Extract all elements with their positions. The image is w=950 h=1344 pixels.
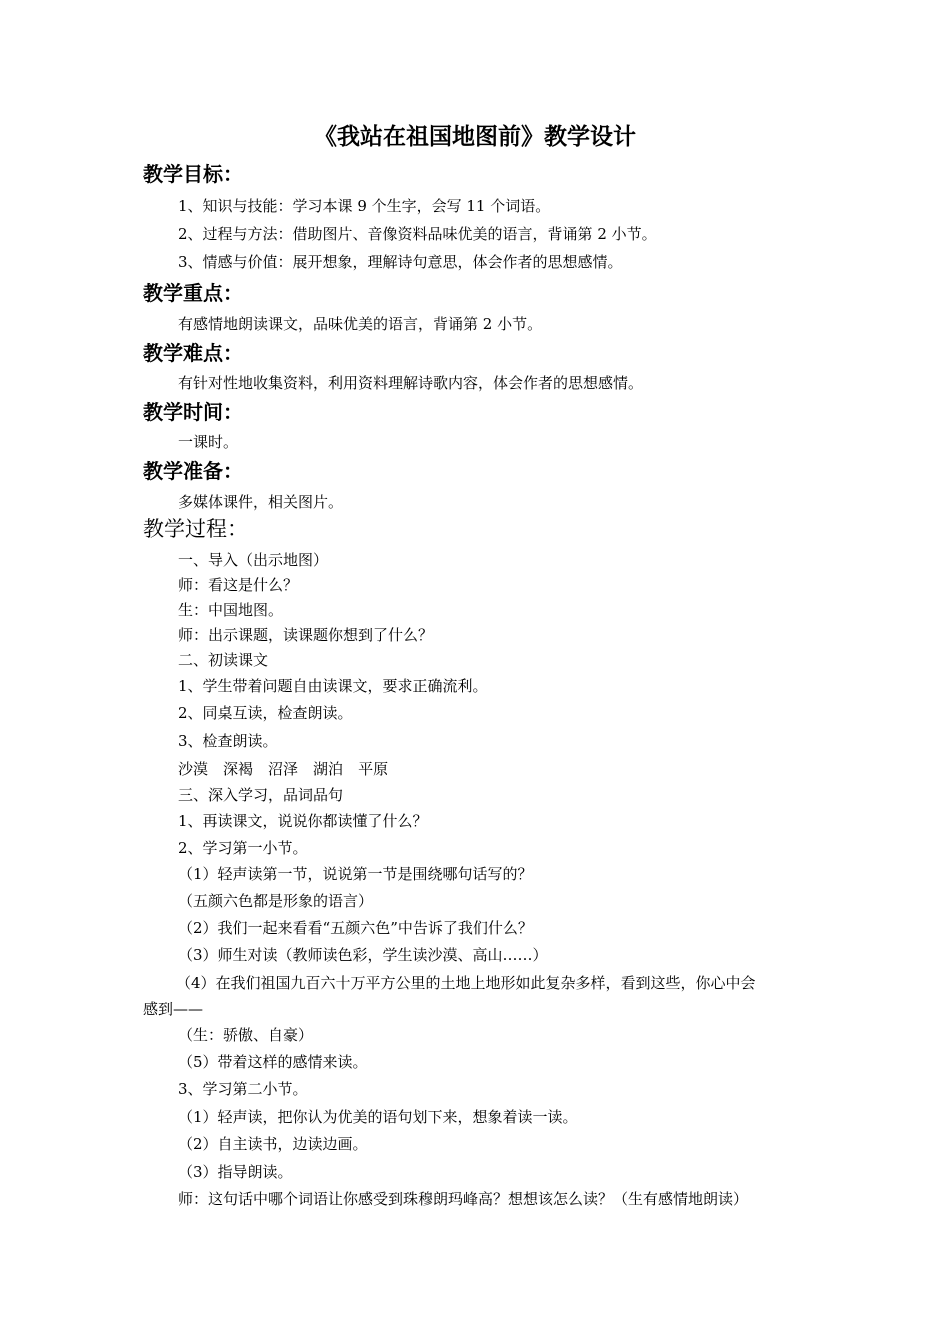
vocabulary-word: 平原 [358,760,389,778]
keypoint-text: 有感情地朗读课文，品味优美的语言，背诵第 2 小节。 [178,315,543,333]
process-line: （1）轻声读第一节，说说第一节是围绕哪句话写的？ [178,865,533,883]
objective-item: 2、过程与方法：借助图片、音像资料品味优美的语言，背诵第 2 小节。 [178,225,657,243]
process-line: 3、检查朗读。 [178,732,278,750]
process-line: （5）带着这样的感情来读。 [178,1053,368,1071]
vocabulary-word: 湖泊 [313,760,344,778]
process-long-line-continued: 感到—— [143,1000,204,1018]
process-line: 一、导入（出示地图） [178,551,329,569]
process-heading: 教学过程： [143,517,248,541]
preparation-text: 多媒体课件，相关图片。 [178,493,344,511]
difficulty-heading: 教学难点： [143,341,243,365]
process-line: （3）指导朗读。 [178,1163,293,1181]
keypoint-heading: 教学重点： [143,281,243,305]
vocabulary-word: 深褐 [223,760,254,778]
difficulty-text: 有针对性地收集资料，利用资料理解诗歌内容，体会作者的思想感情。 [178,374,644,392]
time-text: 一课时。 [178,433,239,451]
process-line: 2、学习第一小节。 [178,839,308,857]
process-line: 1、学生带着问题自由读课文，要求正确流利。 [178,677,488,695]
process-line: 师：这句话中哪个词语让你感受到珠穆朗玛峰高？想想该怎么读？（生有感情地朗读） [178,1190,749,1208]
process-long-line: （4）在我们祖国九百六十万平方公里的土地上地形如此复杂多样，看到这些，你心中会 [176,974,756,992]
vocabulary-word: 沼泽 [268,760,299,778]
process-line: 生：中国地图。 [178,601,284,619]
time-heading: 教学时间： [143,400,243,424]
objective-item: 3、情感与价值：展开想象，理解诗句意思，体会作者的思想感情。 [178,253,623,271]
objective-item: 1、知识与技能：学习本课 9 个生字，会写 11 个词语。 [178,197,551,215]
process-line: 1、再读课文，说说你都读懂了什么？ [178,812,428,830]
process-line: 二、初读课文 [178,651,269,669]
process-line: （生：骄傲、自豪） [178,1026,314,1044]
vocabulary-word: 沙漠 [178,760,209,778]
process-line: 三、深入学习，品词品句 [178,786,344,804]
process-line: （2）我们一起来看看“五颜六色”中告诉了我们什么？ [178,919,533,937]
document-title: 《我站在祖国地图前》教学设计 [314,123,636,150]
process-line: （1）轻声读，把你认为优美的语句划下来，想象着读一读。 [178,1108,578,1126]
process-line: （五颜六色都是形象的语言） [178,892,374,910]
vocabulary-words [178,759,403,779]
process-line: 师：出示课题，读课题你想到了什么？ [178,626,434,644]
process-line: 2、同桌互读，检查朗读。 [178,704,353,722]
objectives-heading: 教学目标： [143,162,243,186]
process-line: （2）自主读书，边读边画。 [178,1135,368,1153]
preparation-heading: 教学准备： [143,459,243,483]
process-line: 师：看这是什么？ [178,576,299,594]
process-line: 3、学习第二小节。 [178,1080,308,1098]
process-line: （3）师生对读（教师读色彩，学生读沙漠、高山……） [178,946,548,964]
